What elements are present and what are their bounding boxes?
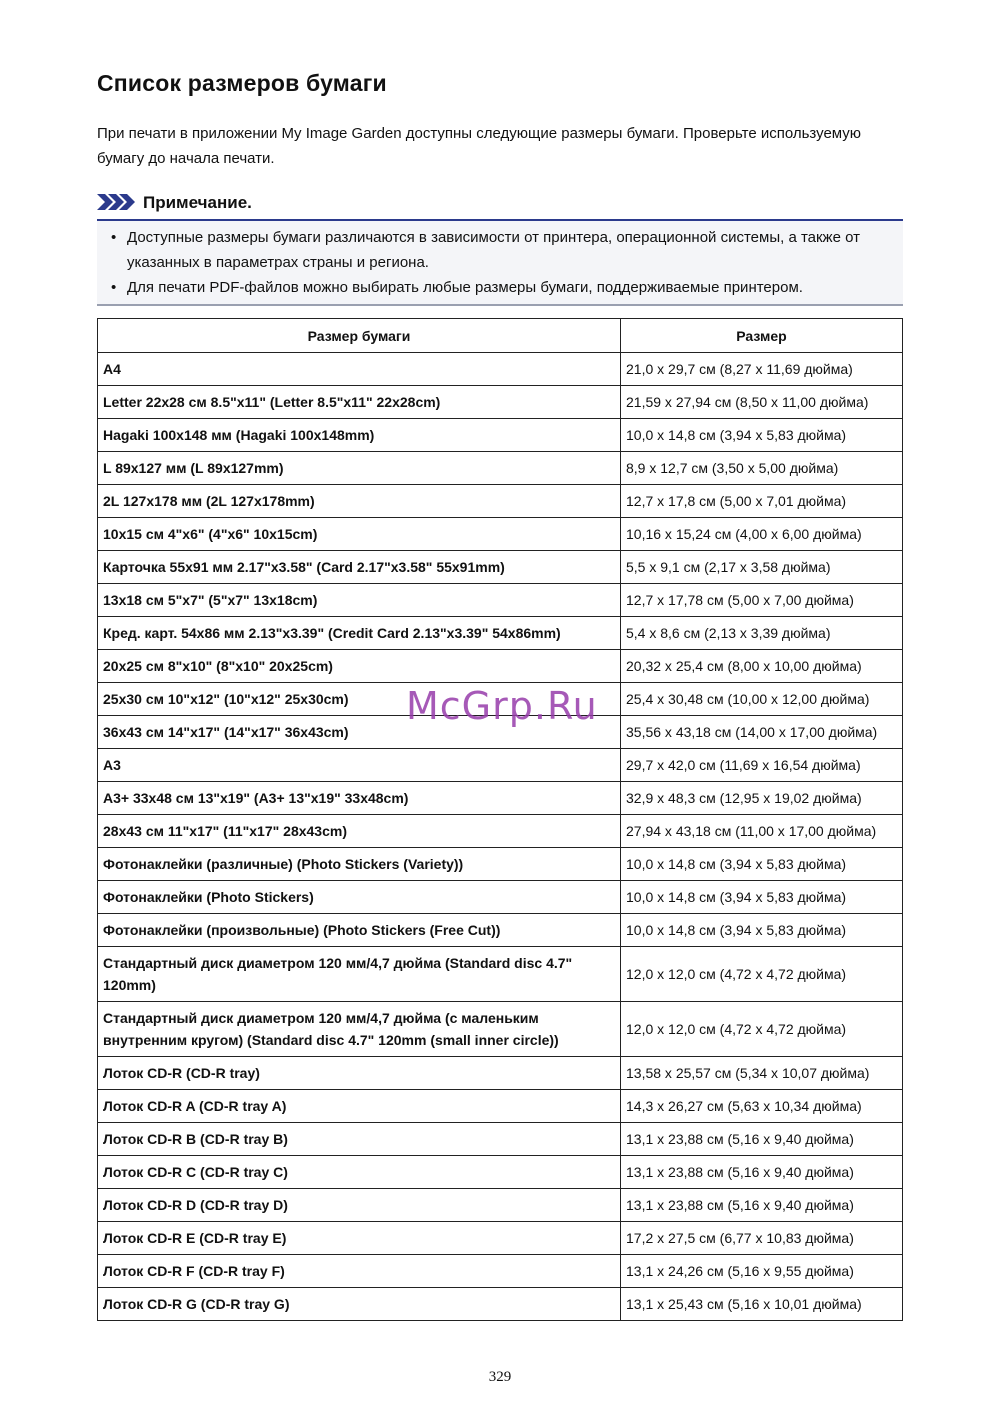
note-item: • Доступные размеры бумаги различаются в зависимости от принтера, операционной системы, а также от указанных в параметрах страны и региона.	[111, 229, 860, 271]
paper-dimensions: 13,58 x 25,57 см (5,34 x 10,07 дюйма)	[621, 1057, 903, 1090]
paper-size-name: 10x15 см 4"x6" (4"x6" 10x15cm)	[98, 518, 621, 551]
table-row	[98, 386, 903, 419]
paper-dimensions: 27,94 x 43,18 см (11,00 x 17,00 дюйма)	[621, 815, 903, 848]
paper-dimensions: 8,9 x 12,7 см (3,50 x 5,00 дюйма)	[621, 452, 903, 485]
paper-dimensions: 10,0 x 14,8 см (3,94 x 5,83 дюйма)	[621, 419, 903, 452]
paper-size-name: Стандартный диск диаметром 120 мм/4,7 дюйма (Standard disc 4.7" 120mm)	[98, 947, 621, 1002]
table-row	[98, 749, 903, 782]
paper-dimensions: 10,0 x 14,8 см (3,94 x 5,83 дюйма)	[621, 881, 903, 914]
paper-size-name: A3+ 33x48 см 13"x19" (A3+ 13"x19" 33x48cm)	[98, 782, 621, 815]
paper-dimensions: 25,4 x 30,48 см (10,00 x 12,00 дюйма)	[621, 683, 903, 716]
table-row	[98, 518, 903, 551]
paper-size-name: Letter 22x28 см 8.5"x11" (Letter 8.5"x11" 22x28cm)	[98, 386, 621, 419]
table-row	[98, 1255, 903, 1288]
paper-dimensions: 13,1 x 23,88 см (5,16 x 9,40 дюйма)	[621, 1123, 903, 1156]
paper-dimensions: 32,9 x 48,3 см (12,95 x 19,02 дюйма)	[621, 782, 903, 815]
table-row	[98, 848, 903, 881]
paper-dimensions: 12,7 x 17,8 см (5,00 x 7,01 дюйма)	[621, 485, 903, 518]
paper-dimensions: 29,7 x 42,0 см (11,69 x 16,54 дюйма)	[621, 749, 903, 782]
paper-dimensions: 12,0 x 12,0 см (4,72 x 4,72 дюйма)	[621, 947, 903, 1002]
paper-size-name: Фотонаклейки (различные) (Photo Stickers (Variety))	[98, 848, 621, 881]
note-title: Примечание.	[143, 193, 252, 212]
table-row	[98, 1090, 903, 1123]
paper-size-name: Hagaki 100x148 мм (Hagaki 100x148mm)	[98, 419, 621, 452]
note-item: • Для печати PDF-файлов можно выбирать любые размеры бумаги, поддерживаемые принтером.	[111, 279, 803, 296]
watermark: McGrp.Ru	[406, 684, 598, 728]
paper-dimensions: 13,1 x 23,88 см (5,16 x 9,40 дюйма)	[621, 1156, 903, 1189]
table-row	[98, 815, 903, 848]
paper-size-name: 2L 127x178 мм (2L 127x178mm)	[98, 485, 621, 518]
table-row	[98, 1057, 903, 1090]
paper-dimensions: 14,3 x 26,27 см (5,63 x 10,34 дюйма)	[621, 1090, 903, 1123]
paper-size-name: Карточка 55x91 мм 2.17"x3.58" (Card 2.17"x3.58" 55x91mm)	[98, 551, 621, 584]
paper-size-name: 20x25 см 8"x10" (8"x10" 20x25cm)	[98, 650, 621, 683]
paper-size-name: 25x30 см 10"x12" (10"x12" 25x30cm)	[98, 683, 621, 716]
paper-size-table	[97, 318, 903, 1321]
table-row	[98, 353, 903, 386]
paper-dimensions: 12,0 x 12,0 см (4,72 x 4,72 дюйма)	[621, 1002, 903, 1057]
paper-size-name: Лоток CD-R B (CD-R tray B)	[98, 1123, 621, 1156]
table-row	[98, 914, 903, 947]
note-list	[111, 225, 891, 300]
paper-dimensions: 12,7 x 17,78 см (5,00 x 7,00 дюйма)	[621, 584, 903, 617]
paper-size-name: Лоток CD-R D (CD-R tray D)	[98, 1189, 621, 1222]
page-title: Список размеров бумаги	[97, 70, 387, 96]
paper-size-name: Лоток CD-R E (CD-R tray E)	[98, 1222, 621, 1255]
paper-dimensions: 17,2 x 27,5 см (6,77 x 10,83 дюйма)	[621, 1222, 903, 1255]
paper-size-name: Фотонаклейки (Photo Stickers)	[98, 881, 621, 914]
table-row	[98, 617, 903, 650]
table-row	[98, 584, 903, 617]
paper-size-name: A4	[98, 353, 621, 386]
page-number: 329	[488, 1369, 512, 1385]
table-row	[98, 650, 903, 683]
table-row	[98, 947, 903, 1002]
table-row	[98, 551, 903, 584]
paper-size-name: Фотонаклейки (произвольные) (Photo Stickers (Free Cut))	[98, 914, 621, 947]
paper-dimensions: 13,1 x 25,43 см (5,16 x 10,01 дюйма)	[621, 1288, 903, 1321]
header-paper-size: Размер бумаги	[98, 319, 621, 353]
table-row	[98, 452, 903, 485]
note-arrows-icon	[97, 194, 137, 215]
paper-size-name: Лоток CD-R (CD-R tray)	[98, 1057, 621, 1090]
paper-dimensions: 35,56 x 43,18 см (14,00 x 17,00 дюйма)	[621, 716, 903, 749]
table-row	[98, 1123, 903, 1156]
paper-size-name: 13x18 см 5"x7" (5"x7" 13x18cm)	[98, 584, 621, 617]
table-row	[98, 881, 903, 914]
note-header	[97, 192, 903, 221]
paper-size-name: L 89x127 мм (L 89x127mm)	[98, 452, 621, 485]
note-body	[97, 221, 903, 306]
paper-size-name: Лоток CD-R C (CD-R tray C)	[98, 1156, 621, 1189]
header-size: Размер	[621, 319, 903, 353]
paper-dimensions: 5,5 x 9,1 см (2,17 x 3,58 дюйма)	[621, 551, 903, 584]
intro-paragraph: При печати в приложении My Image Garden доступны следующие размеры бумаги. Проверьте используемую бумагу до начала печати.	[97, 125, 862, 167]
paper-dimensions: 5,4 x 8,6 см (2,13 x 3,39 дюйма)	[621, 617, 903, 650]
paper-size-name: Лоток CD-R G (CD-R tray G)	[98, 1288, 621, 1321]
paper-size-name: Лоток CD-R A (CD-R tray A)	[98, 1090, 621, 1123]
table-header-row	[98, 319, 903, 353]
paper-size-name: Стандартный диск диаметром 120 мм/4,7 дюйма (с маленьким внутренним кругом) (Standard disc 4.7" 120mm (small inner circle))	[98, 1002, 621, 1057]
table-row	[98, 485, 903, 518]
paper-size-name: Лоток CD-R F (CD-R tray F)	[98, 1255, 621, 1288]
paper-dimensions: 10,0 x 14,8 см (3,94 x 5,83 дюйма)	[621, 914, 903, 947]
table-row	[98, 419, 903, 452]
table-row	[98, 782, 903, 815]
paper-dimensions: 10,16 x 15,24 см (4,00 x 6,00 дюйма)	[621, 518, 903, 551]
paper-dimensions: 20,32 x 25,4 см (8,00 x 10,00 дюйма)	[621, 650, 903, 683]
paper-size-name: 36x43 см 14"x17" (14"x17" 36x43cm)	[98, 716, 621, 749]
paper-size-name: A3	[98, 749, 621, 782]
table-row	[98, 1288, 903, 1321]
paper-size-name: 28x43 см 11"x17" (11"x17" 28x43cm)	[98, 815, 621, 848]
paper-dimensions: 21,0 x 29,7 см (8,27 x 11,69 дюйма)	[621, 353, 903, 386]
table-row	[98, 1156, 903, 1189]
paper-dimensions: 13,1 x 23,88 см (5,16 x 9,40 дюйма)	[621, 1189, 903, 1222]
paper-dimensions: 13,1 x 24,26 см (5,16 x 9,55 дюйма)	[621, 1255, 903, 1288]
table-row	[98, 1002, 903, 1057]
table-row	[98, 1189, 903, 1222]
paper-dimensions: 10,0 x 14,8 см (3,94 x 5,83 дюйма)	[621, 848, 903, 881]
paper-size-name: Кред. карт. 54x86 мм 2.13"x3.39" (Credit Card 2.13"x3.39" 54x86mm)	[98, 617, 621, 650]
table-row	[98, 1222, 903, 1255]
paper-dimensions: 21,59 x 27,94 см (8,50 x 11,00 дюйма)	[621, 386, 903, 419]
